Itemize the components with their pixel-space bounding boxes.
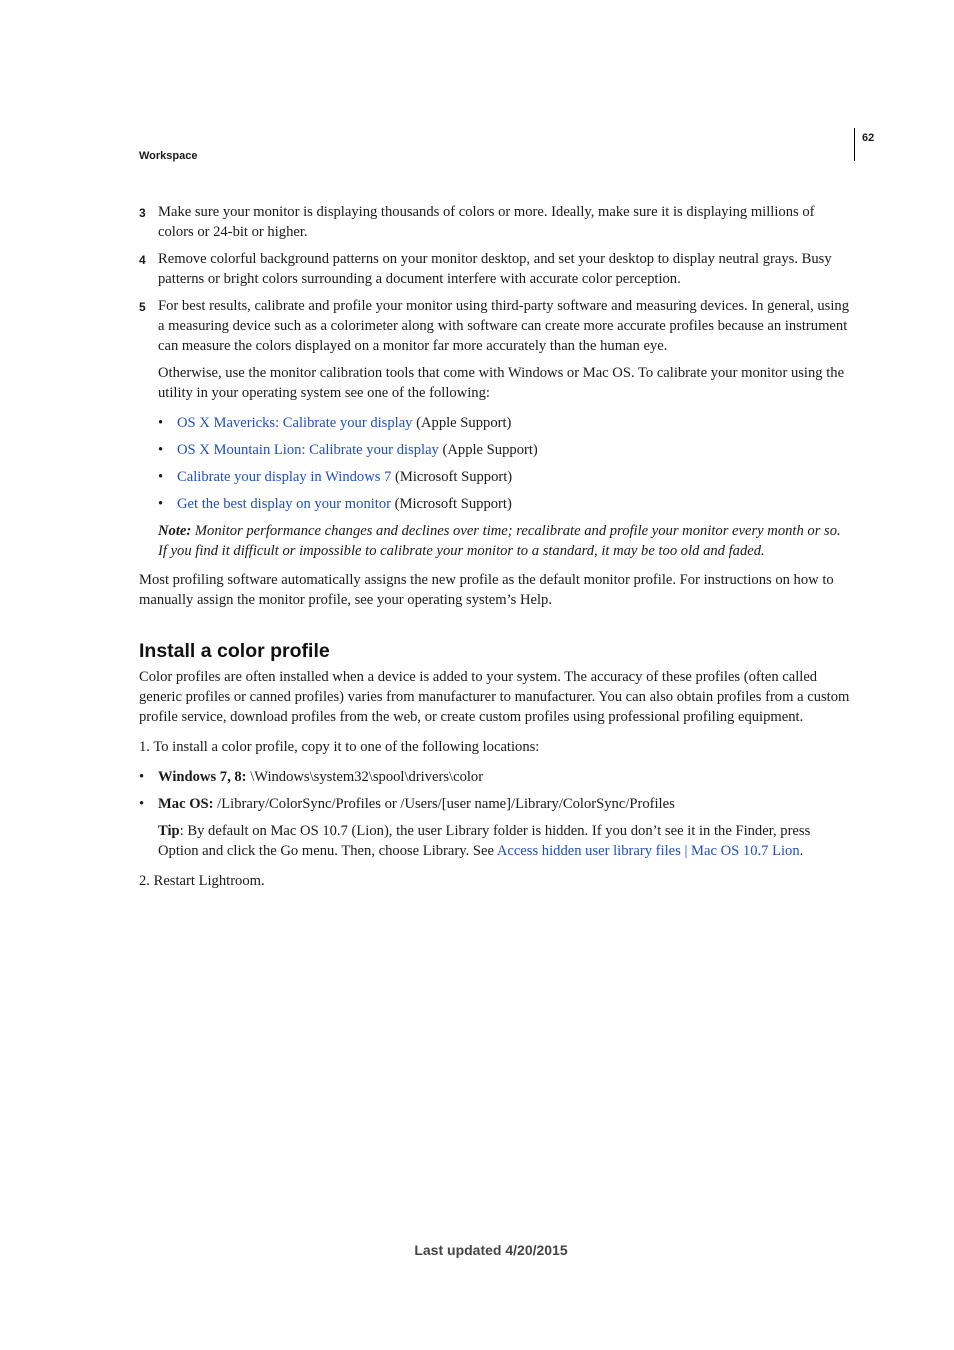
page-content: [139, 202, 851, 901]
location-list: [139, 767, 851, 814]
link-hidden-library[interactable]: Access hidden user library files | Mac OS 10.7 Lion: [496, 843, 800, 859]
step-text: Remove colorful background patterns on your monitor desktop, and set your desktop to display neutral grays. Busy patterns or bright colors surrounding a document interfere with accurate color perception.: [158, 251, 832, 287]
page-number-divider: [854, 128, 855, 161]
calibration-link-list: [158, 413, 851, 514]
footer-last-updated: Last updated 4/20/2015: [414, 1242, 568, 1258]
list-item: [158, 467, 851, 487]
install-step-1: 1. To install a color profile, copy it to one of the following locations:: [139, 739, 540, 755]
step-number: 3: [139, 206, 146, 220]
location-path: \Windows\system32\spool\drivers\color: [246, 769, 484, 785]
page-number: 62: [862, 132, 875, 144]
section-title: Install a color profile: [139, 640, 330, 662]
list-item: [158, 494, 851, 514]
step-3: [139, 202, 851, 242]
link-source: (Apple Support): [438, 442, 538, 458]
list-item: [158, 413, 851, 433]
bullet: •: [158, 442, 164, 458]
step-4: [139, 249, 851, 289]
bullet: •: [158, 496, 164, 512]
tip-end: .: [799, 843, 804, 859]
link-source: (Microsoft Support): [391, 496, 512, 512]
step-number: 5: [139, 300, 146, 314]
note-label: Note:: [158, 523, 192, 539]
link-best-display[interactable]: Get the best display on your monitor: [177, 496, 392, 512]
tip-text: : By default on Mac OS 10.7 (Lion), the user Library folder is hidden. If you don’t see it in the Finder, press Option and click the Go menu. Then, choose Library. See: [158, 823, 811, 859]
list-item: [139, 767, 851, 787]
otherwise-paragraph: Otherwise, use the monitor calibration tools that come with Windows or Mac OS. To calibrate your monitor using the utility in your operating system see one of the following:: [158, 365, 845, 401]
bullet: •: [158, 469, 164, 485]
bullet: •: [158, 415, 164, 431]
bullet: •: [139, 769, 145, 785]
profiling-paragraph: Most profiling software automatically assigns the new profile as the default monitor profile. For instructions on how to manually assign the monitor profile, see your operating system’s Help.: [139, 572, 834, 608]
note-text: Monitor performance changes and declines over time; recalibrate and profile your monitor every month or so. If you find it difficult or impossible to calibrate your monitor to a standard, it may be too old and faded.: [158, 523, 841, 559]
list-item: [158, 440, 851, 460]
link-windows7-calibrate[interactable]: Calibrate your display in Windows 7: [177, 469, 392, 485]
location-label: Mac OS:: [158, 796, 214, 812]
tip: [158, 821, 851, 861]
step-text: For best results, calibrate and profile your monitor using third-party software and measuring devices. In general, using a measuring device such as a colorimeter along with software can create more accurate profiles because an instrument can measure the colors displayed on a monitor far more accurately than the human eye.: [158, 298, 849, 354]
note: [158, 521, 851, 561]
intro-paragraph: Color profiles are often installed when a device is added to your system. The accuracy of these profiles (often called generic profiles or canned profiles) varies from manufacturer to manufacturer. You can also obtain profiles from a custom profile service, download profiles from the web, or create custom profiles using professional profiling equipment.: [139, 669, 850, 725]
link-mavericks-calibrate[interactable]: OS X Mavericks: Calibrate your display: [177, 415, 413, 431]
link-source: (Apple Support): [412, 415, 512, 431]
tip-label: Tip: [158, 823, 180, 839]
location-label: Windows 7, 8:: [158, 769, 247, 785]
step-5: [139, 296, 851, 356]
link-source: (Microsoft Support): [391, 469, 513, 485]
list-item: [139, 794, 851, 814]
location-path: /Library/ColorSync/Profiles or /Users/[user name]/Library/ColorSync/Profiles: [213, 796, 675, 812]
running-header-section: Workspace: [139, 150, 198, 162]
step-number: 4: [139, 253, 146, 267]
install-step-2: 2. Restart Lightroom.: [139, 873, 265, 889]
link-mountain-lion-calibrate[interactable]: OS X Mountain Lion: Calibrate your display: [177, 442, 439, 458]
bullet: •: [139, 796, 145, 812]
step-text: Make sure your monitor is displaying thousands of colors or more. Ideally, make sure it is displaying millions of colors or 24-bit or higher.: [158, 204, 815, 240]
